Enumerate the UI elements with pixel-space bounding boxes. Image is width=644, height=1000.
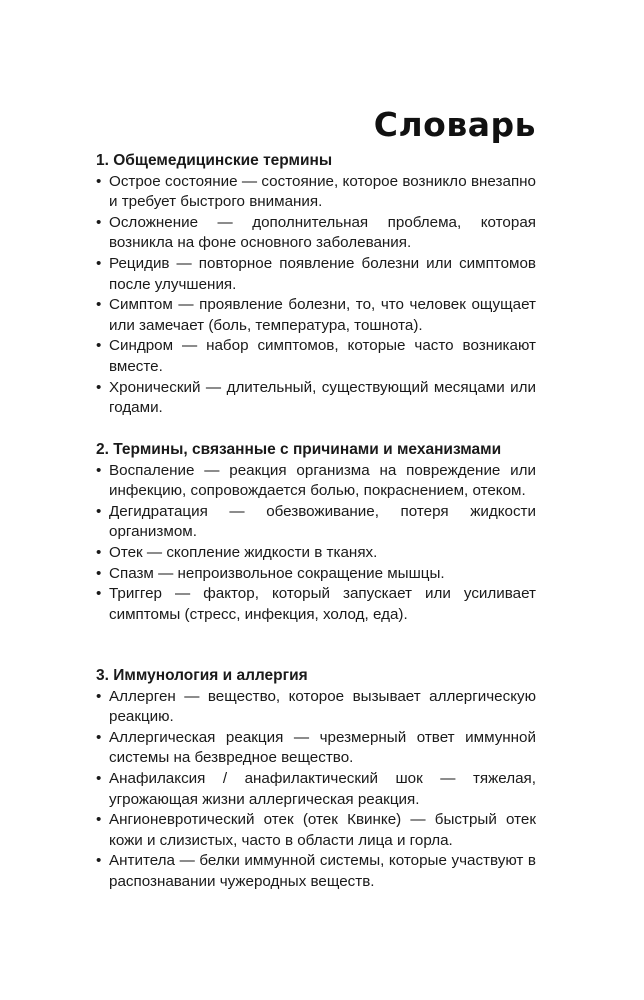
bullet-icon: •: [96, 811, 102, 829]
bullet-icon: •: [96, 585, 102, 603]
bullet-icon: •: [96, 172, 102, 190]
list-item: [96, 687, 536, 728]
bullet-icon: •: [96, 769, 102, 787]
section-heading: 1. Общемедицинские термины: [96, 152, 333, 169]
bullet-icon: •: [96, 728, 102, 746]
term-definition: Симптом — проявление болезни, то, что человек ощущает или замечает (боль, температура, тошнота).: [109, 296, 536, 334]
term-definition: Анафилаксия / анафилактический шок — тяжелая, угрожающая жизни аллергическая реакция.: [109, 769, 536, 808]
section-immunology-allergy: [96, 666, 536, 893]
bullet-icon: •: [96, 852, 102, 870]
bullet-icon: •: [96, 378, 102, 396]
bullet-icon: •: [96, 687, 102, 705]
term-definition: Хронический — длительный, существующий месяцами или годами.: [109, 378, 536, 417]
list-item: [96, 728, 536, 769]
term-definition: Дегидратация — обезвоживание, потеря жидкости организмом.: [109, 502, 536, 541]
list-item: [96, 172, 536, 213]
term-definition: Осложнение — дополнительная проблема, которая возникла на фоне основного заболевания.: [109, 213, 536, 252]
term-definition: Спазм — непроизвольное сокращение мышцы.: [109, 564, 445, 582]
section-general-terms: [96, 151, 536, 419]
term-definition: Острое состояние — состояние, которое возникло внезапно и требует быстрого внимания.: [109, 172, 536, 211]
term-definition: Рецидив — повторное появление болезни или симптомов после улучшения.: [109, 254, 536, 293]
term-definition: Ангионевротический отек (отек Квинке) — быстрый отек кожи и слизистых, часто в области лица и горла.: [109, 811, 536, 849]
bullet-icon: •: [96, 337, 102, 355]
page-title: Словарь: [373, 105, 536, 144]
list-item: [96, 810, 536, 851]
list-item: [96, 254, 536, 295]
list-item: [96, 584, 536, 625]
bullet-icon: •: [96, 461, 102, 479]
bullet-icon: •: [96, 502, 102, 520]
list-item: [96, 502, 536, 543]
section-causes-mechanisms: [96, 440, 536, 625]
bullet-icon: •: [96, 543, 102, 561]
list-item: [96, 851, 536, 892]
bullet-icon: •: [96, 564, 102, 582]
term-list: [96, 172, 536, 419]
term-definition: Аллерген — вещество, которое вызывает аллергическую реакцию.: [109, 687, 536, 726]
list-item: [96, 769, 536, 810]
section-heading: 2. Термины, связанные с причинами и механизмами: [96, 441, 502, 458]
list-item: [96, 461, 536, 502]
list-item: [96, 564, 536, 585]
term-definition: Воспаление — реакция организма на повреждение или инфекцию, сопровождается болью, покраснением, отеком.: [109, 461, 536, 500]
section-heading: 3. Иммунология и аллергия: [96, 667, 308, 684]
bullet-icon: •: [96, 254, 102, 272]
term-definition: Отек — скопление жидкости в тканях.: [109, 543, 378, 561]
bullet-icon: •: [96, 213, 102, 231]
list-item: [96, 213, 536, 254]
term-definition: Триггер — фактор, который запускает или усиливает симптомы (стресс, инфекция, холод, еда).: [109, 585, 536, 623]
term-definition: Аллергическая реакция — чрезмерный ответ иммунной системы на безвредное вещество.: [109, 728, 536, 767]
list-item: [96, 378, 536, 419]
list-item: [96, 336, 536, 377]
term-list: [96, 687, 536, 893]
term-definition: Антитела — белки иммунной системы, которые участвуют в распознавании чужеродных веществ.: [109, 852, 536, 890]
bullet-icon: •: [96, 296, 102, 314]
term-list: [96, 461, 536, 626]
list-item: [96, 295, 536, 336]
list-item: [96, 543, 536, 564]
term-definition: Синдром — набор симптомов, которые часто возникают вместе.: [109, 337, 536, 375]
